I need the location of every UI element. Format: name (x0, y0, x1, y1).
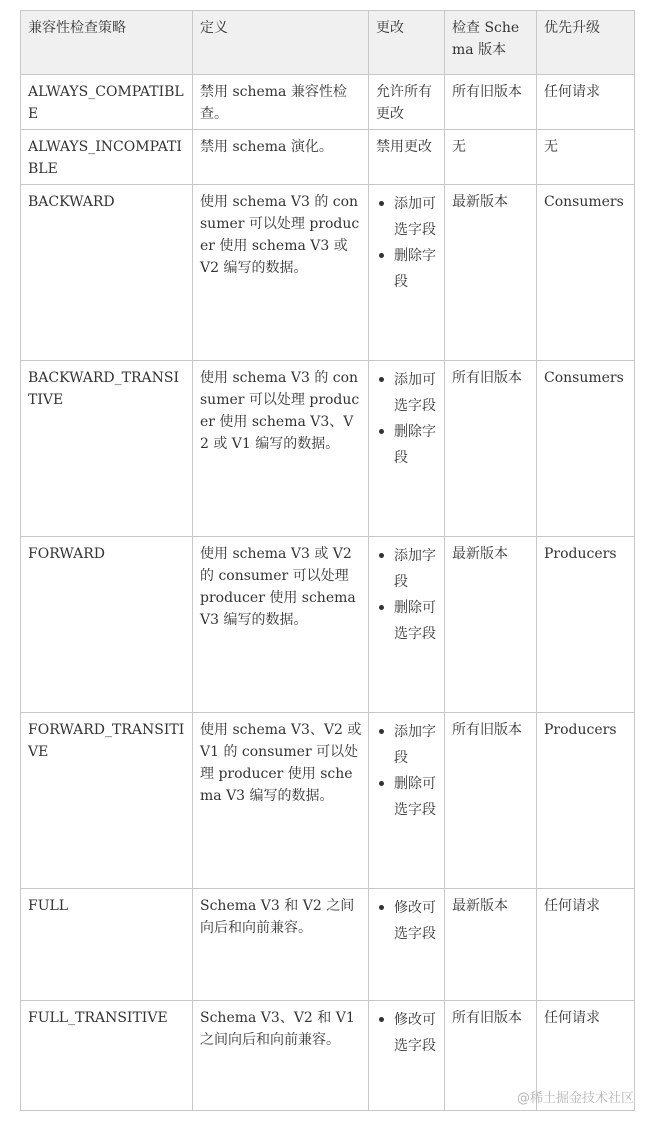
definition-cell: Schema V3、V2 和 V1 之间向后和向前兼容。 (193, 1001, 369, 1111)
table-row (21, 713, 635, 889)
change-item: 添加字段 (394, 719, 438, 771)
upgrade-first-cell: 任何请求 (537, 75, 635, 130)
upgrade-first-cell: 无 (537, 130, 635, 185)
change-item: 添加字段 (394, 543, 438, 595)
strategy-cell: FULL_TRANSITIVE (21, 1001, 193, 1111)
table-row (21, 185, 635, 361)
checked-version-cell: 最新版本 (445, 537, 537, 713)
table-row (21, 537, 635, 713)
definition-cell: Schema V3 和 V2 之间向后和向前兼容。 (193, 889, 369, 1001)
definition-cell: 禁用 schema 演化。 (193, 130, 369, 185)
strategy-cell: BACKWARD (21, 185, 193, 361)
change-list (376, 191, 438, 295)
upgrade-first-cell: Consumers (537, 361, 635, 537)
change-item: 添加可选字段 (394, 367, 438, 419)
header-checked-version: 检查 Schema 版本 (445, 11, 537, 75)
checked-version-cell: 所有旧版本 (445, 1001, 537, 1111)
strategy-cell: FULL (21, 889, 193, 1001)
change-item: 修改可选字段 (394, 1007, 438, 1059)
checked-version-cell: 所有旧版本 (445, 713, 537, 889)
change-list (376, 719, 438, 823)
change-item: 添加可选字段 (394, 191, 438, 243)
strategy-cell: FORWARD_TRANSITIVE (21, 713, 193, 889)
change-cell: 允许所有更改 (369, 75, 445, 130)
strategy-cell: ALWAYS_INCOMPATIBLE (21, 130, 193, 185)
change-cell (369, 361, 445, 537)
change-cell: 禁用更改 (369, 130, 445, 185)
change-list (376, 895, 438, 947)
checked-version-cell: 所有旧版本 (445, 361, 537, 537)
table-row (21, 361, 635, 537)
change-item: 删除可选字段 (394, 595, 438, 647)
upgrade-first-cell: Producers (537, 537, 635, 713)
watermark: @稀土掘金技术社区 (516, 1091, 634, 1106)
table-row (21, 889, 635, 1001)
header-row (21, 11, 635, 75)
definition-cell: 使用 schema V3、V2 或 V1 的 consumer 可以处理 producer 使用 schema V3 编写的数据。 (193, 713, 369, 889)
compatibility-strategy-table (20, 10, 635, 1111)
header-change: 更改 (369, 11, 445, 75)
table-row (21, 130, 635, 185)
change-item: 删除字段 (394, 243, 438, 295)
definition-cell: 使用 schema V3 的 consumer 可以处理 producer 使用 schema V3、V2 或 V1 编写的数据。 (193, 361, 369, 537)
definition-cell: 禁用 schema 兼容性检查。 (193, 75, 369, 130)
upgrade-first-cell: Consumers (537, 185, 635, 361)
change-list (376, 543, 438, 647)
checked-version-cell: 无 (445, 130, 537, 185)
strategy-cell: ALWAYS_COMPATIBLE (21, 75, 193, 130)
upgrade-first-cell: 任何请求 (537, 889, 635, 1001)
change-cell (369, 537, 445, 713)
definition-cell: 使用 schema V3 的 consumer 可以处理 producer 使用 schema V3 或 V2 编写的数据。 (193, 185, 369, 361)
change-cell (369, 889, 445, 1001)
change-item: 修改可选字段 (394, 895, 438, 947)
upgrade-first-cell: Producers (537, 713, 635, 889)
checked-version-cell: 最新版本 (445, 185, 537, 361)
change-cell (369, 185, 445, 361)
header-strategy: 兼容性检查策略 (21, 11, 193, 75)
checked-version-cell: 所有旧版本 (445, 75, 537, 130)
table-row (21, 75, 635, 130)
table-header (21, 11, 635, 75)
change-cell (369, 713, 445, 889)
change-item: 删除可选字段 (394, 771, 438, 823)
change-item: 删除字段 (394, 419, 438, 471)
upgrade-first-cell: 任何请求 (537, 1001, 635, 1111)
change-list (376, 1007, 438, 1059)
header-upgrade-first: 优先升级 (537, 11, 635, 75)
change-cell (369, 1001, 445, 1111)
table-body (21, 75, 635, 1111)
checked-version-cell: 最新版本 (445, 889, 537, 1001)
strategy-cell: FORWARD (21, 537, 193, 713)
definition-cell: 使用 schema V3 或 V2 的 consumer 可以处理 producer 使用 schema V3 编写的数据。 (193, 537, 369, 713)
change-list (376, 367, 438, 471)
strategy-cell: BACKWARD_TRANSITIVE (21, 361, 193, 537)
header-definition: 定义 (193, 11, 369, 75)
